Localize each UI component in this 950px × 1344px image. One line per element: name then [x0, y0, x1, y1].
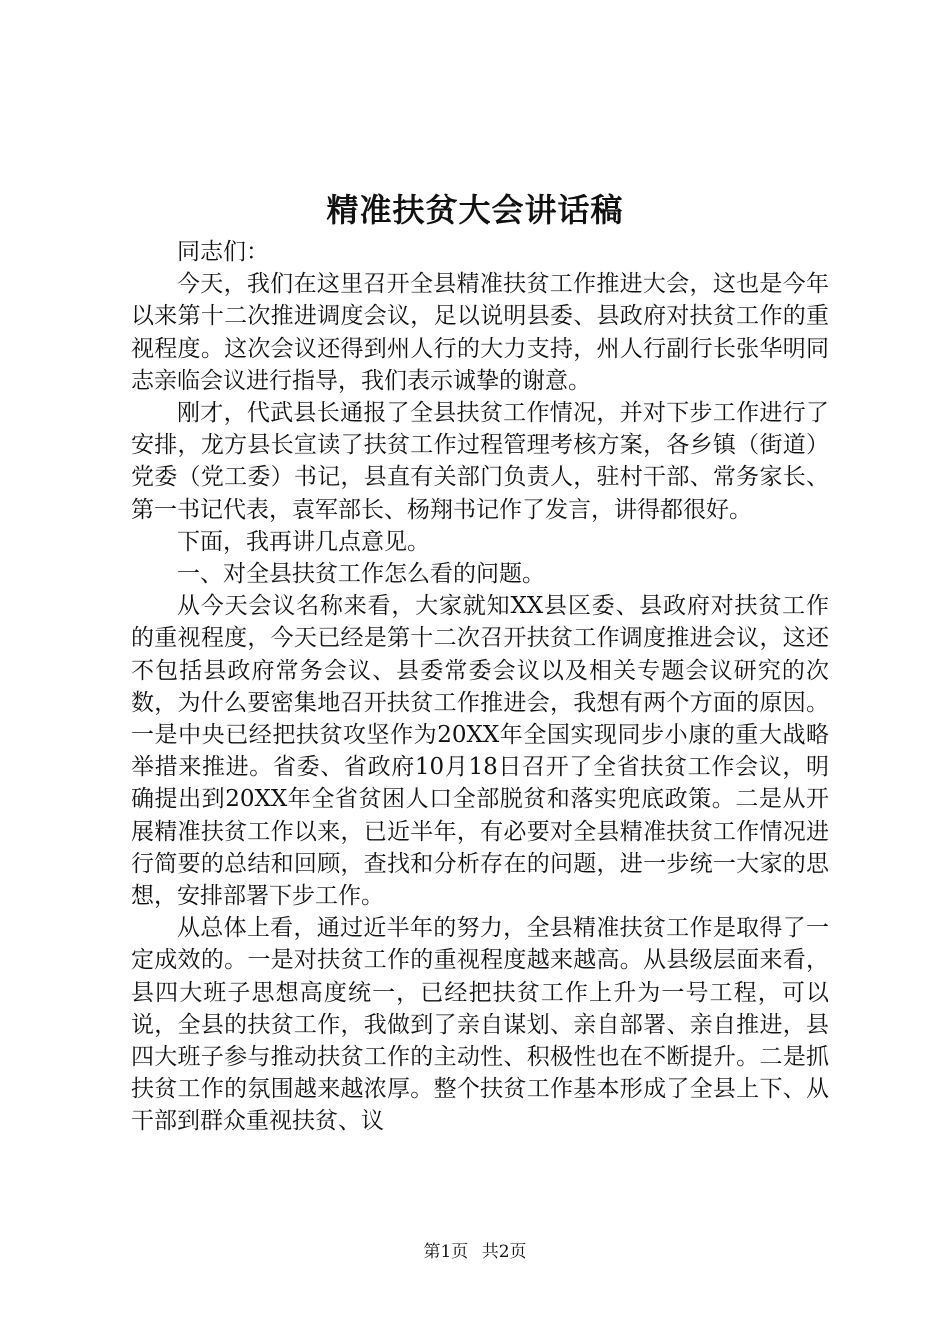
body-paragraph: 刚才，代武县长通报了全县扶贫工作情况，并对下步工作进行了安排，龙方县长宣读了扶贫工作过程管理考核方案，各乡镇（街道）党委（党工委）书记，县直有关部门负责人，驻村干部、常务家长、第一书记代表，袁军部长、杨翔书记作了发言，讲得都很好。 [131, 400, 829, 523]
body-paragraph: 从今天会议名称来看，大家就知XX县区委、县政府对扶贫工作的重视程度，今天已经是第十二次召开扶贫工作调度推进会议，这还不包括县政府常务会议、县委常委会议以及相关专题会议研究的次数，为什么要密集地召开扶贫工作推进会，我想有两个方面的原因。一是中央已经把扶贫攻坚作为20XX年全国实现同步小康的重大战略举措来推进。省委、省政府10月18日召开了全省扶贫工作会议，明确提出到20XX年全省贫困人口全部脱贫和落实兜底政策。二是从开展精准扶贫工作以来，已近半年，有必要对全县精准扶贫工作情况进行简要的总结和回顾，查找和分析存在的问题，进一步统一大家的思想，安排部署下步工作。 [131, 593, 829, 910]
document-body [131, 236, 829, 1138]
body-paragraph: 今天，我们在这里召开全县精准扶贫工作推进大会，这也是今年以来第十二次推进调度会议，足以说明县委、县政府对扶贫工作的重视程度。这次会议还得到州人行的大力支持，州人行副行长张华明同志亲临会议进行指导，我们表示诚挚的谢意。 [131, 271, 829, 394]
body-paragraph: 从总体上看，通过近半年的努力，全县精准扶贫工作是取得了一定成效的。一是对扶贫工作的重视程度越来越高。从县级层面来看，县四大班子思想高度统一，已经把扶贫工作上升为一号工程，可以说，全县的扶贫工作，我做到了亲自谋划、亲自部署、亲自推进，县四大班子参与推动扶贫工作的主动性、积极性也在不断提升。二是抓扶贫工作的氛围越来越浓厚。整个扶贫工作基本形成了全县上下、从干部到群众重视扶贫、议 [131, 915, 829, 1135]
page-total: 共2页 [481, 1242, 527, 1262]
page-number: 第1页 [423, 1242, 469, 1262]
salutation-paragraph: 同志们： [177, 239, 269, 265]
page-footer [0, 1240, 950, 1264]
body-paragraph: 下面，我再讲几点意见。 [177, 528, 430, 555]
section-heading: 一、对全县扶贫工作怎么看的问题。 [177, 561, 545, 588]
document-title: 精准扶贫大会讲话稿 [326, 191, 624, 229]
